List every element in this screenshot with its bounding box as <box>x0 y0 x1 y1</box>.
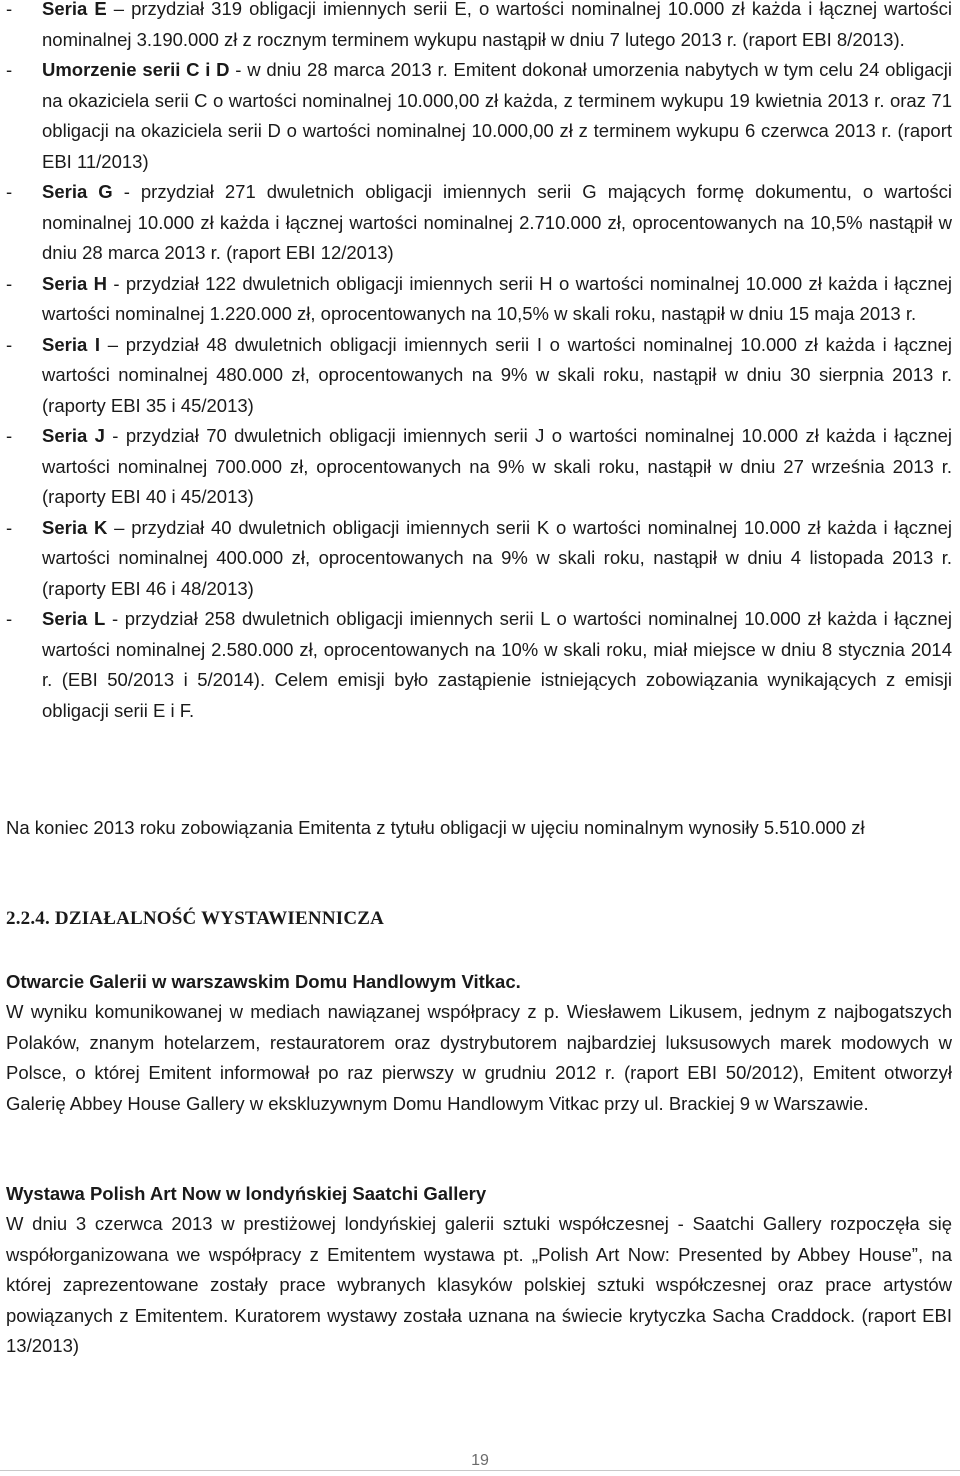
list-dash: - <box>6 59 13 80</box>
item-title: Umorzenie serii C i D <box>42 59 230 80</box>
item-text: - przydział 122 dwuletnich obligacji imiennych serii H o wartości nominalnej 10.000 zł każda i łącznej wartości nominalnej 1.220.000 zł, oprocentowanych na 10,5% w skali roku, nastąpił w dniu 15 maja 2013 r. <box>42 272 952 324</box>
list-item <box>0 330 960 422</box>
list-item <box>0 269 960 330</box>
item-title: Seria J <box>42 425 105 446</box>
item-title: Seria E <box>42 0 107 19</box>
item-text: – przydział 40 dwuletnich obligacji imiennych serii K o wartości nominalnej 10.000 zł każda i łącznej wartości nominalnej 400.000 zł, oprocentowanych na 9% w skali roku, nastąpił w dniu 4 listopada 2013 r. (raporty EBI 46 i 48/2013) <box>42 516 952 599</box>
item-title: Seria L <box>42 608 106 629</box>
item-text: - w dniu 28 marca 2013 r. Emitent dokonał umorzenia nabytych w tym celu 24 obligacji na okaziciela serii C o wartości nominalnej 10.000,00 zł każda, z terminem wykupu 19 kwietnia 2013 r. oraz 71 obligacji na okaziciela serii D o wartości nominalnej 10.000,00 zł z terminem wykupu 6 czerwca 2013 r. (raport EBI 11/2013) <box>42 59 952 172</box>
list-dash: - <box>6 516 13 538</box>
item-text: – przydział 319 obligacji imiennych serii E, o wartości nominalnej 10.000 zł każda i łącznej wartości nominalnej 3.190.000 zł z rocznym terminem wykupu nastąpił w dniu 7 lutego 2013 r. (raport EBI 8/2013). <box>42 0 952 50</box>
gallery-paragraph: W wyniku komunikowanej w mediach nawiązanej współpracy z p. Wiesławem Likusem, jednym z najbogatszych Polaków, znanym hotelarzem, restauratorem oraz dystrybutorem najbardziej luksusowych marek modowych w Polsce, o której Emitent informował po raz pierwszy w grudniu 2012 r. (raport EBI 50/2012), Emitent otworzył Galerię Abbey House Gallery w ekskluzywnym Domu Handlowym Vitkac przy ul. Brackiej 9 w Warszawie. <box>6 1001 952 1114</box>
list-dash: - <box>6 272 13 294</box>
list-item <box>0 0 960 55</box>
gallery-heading: Otwarcie Galerii w warszawskim Domu Handlowym Vitkac. <box>6 971 521 992</box>
section-heading: 2.2.4. DZIAŁALNOŚĆ WYSTAWIENNICZA <box>6 908 385 929</box>
list-dash: - <box>6 333 13 355</box>
list-dash: - <box>6 181 13 202</box>
list-dash: - <box>6 0 13 19</box>
list-item <box>0 421 960 513</box>
item-title: Seria G <box>42 181 113 202</box>
list-item <box>0 177 960 269</box>
page-number: 19 <box>471 1452 489 1469</box>
list-dash: - <box>6 425 13 446</box>
list-item <box>0 55 960 177</box>
exhibition-heading: Wystawa Polish Art Now w londyńskiej Saatchi Gallery <box>6 1183 487 1204</box>
list-item <box>0 604 960 726</box>
footer-divider <box>0 1470 960 1471</box>
item-title: Seria K <box>42 516 108 538</box>
list-dash: - <box>6 608 13 629</box>
item-text: – przydział 48 dwuletnich obligacji imiennych serii I o wartości nominalnej 10.000 zł każda i łącznej wartości nominalnej 480.000 zł, oprocentowanych na 9% w skali roku, nastąpił w dniu 30 sierpnia 2013 r. (raporty EBI 35 i 45/2013) <box>42 333 952 416</box>
item-title: Seria I <box>42 333 101 355</box>
list-item <box>0 513 960 605</box>
item-text: - przydział 258 dwuletnich obligacji imiennych serii L o wartości nominalnej 10.000 zł każda i łącznej wartości nominalnej 2.580.000 zł, oprocentowanych na 10% w skali roku, miał miejsce w dniu 8 stycznia 2014 r. (EBI 50/2013 i 5/2014). Celem emisji było zastąpienie istniejących zobowiązania wynikających z emisji obligacji serii E i F. <box>42 608 952 721</box>
bond-summary: Na koniec 2013 roku zobowiązania Emitenta z tytułu obligacji w ujęciu nominalnym wynosiły 5.510.000 zł <box>6 817 865 838</box>
exhibition-paragraph: W dniu 3 czerwca 2013 w prestiżowej londyńskiej galerii sztuki współczesnej - Saatchi Gallery rozpoczęła się współorganizowana we współpracy z Emitentem wystawa pt. „Polish Art Now: Presented by Abbey House”, na której zaprezentowane zostały prace wybranych klasyków polskiej sztuki współczesnej oraz prace artystów powiązanych z Emitentem. Kuratorem wystawy została uznana na świecie krytyczka Sacha Craddock. (raport EBI 13/2013) <box>6 1213 952 1356</box>
bond-list <box>0 0 960 726</box>
item-text: - przydział 70 dwuletnich obligacji imiennych serii J o wartości nominalnej 10.000 zł każda i łącznej wartości nominalnej 700.000 zł, oprocentowanych na 9% w skali roku, nastąpił w dniu 27 września 2013 r. (raporty EBI 40 i 45/2013) <box>42 425 952 507</box>
item-text: - przydział 271 dwuletnich obligacji imiennych serii G mających formę dokumentu, o wartości nominalnej 10.000 zł każda i łącznej wartości nominalnej 2.710.000 zł, oprocentowanych na 10,5% nastąpił w dniu 28 marca 2013 r. (raport EBI 12/2013) <box>42 181 952 263</box>
item-title: Seria H <box>42 272 107 294</box>
